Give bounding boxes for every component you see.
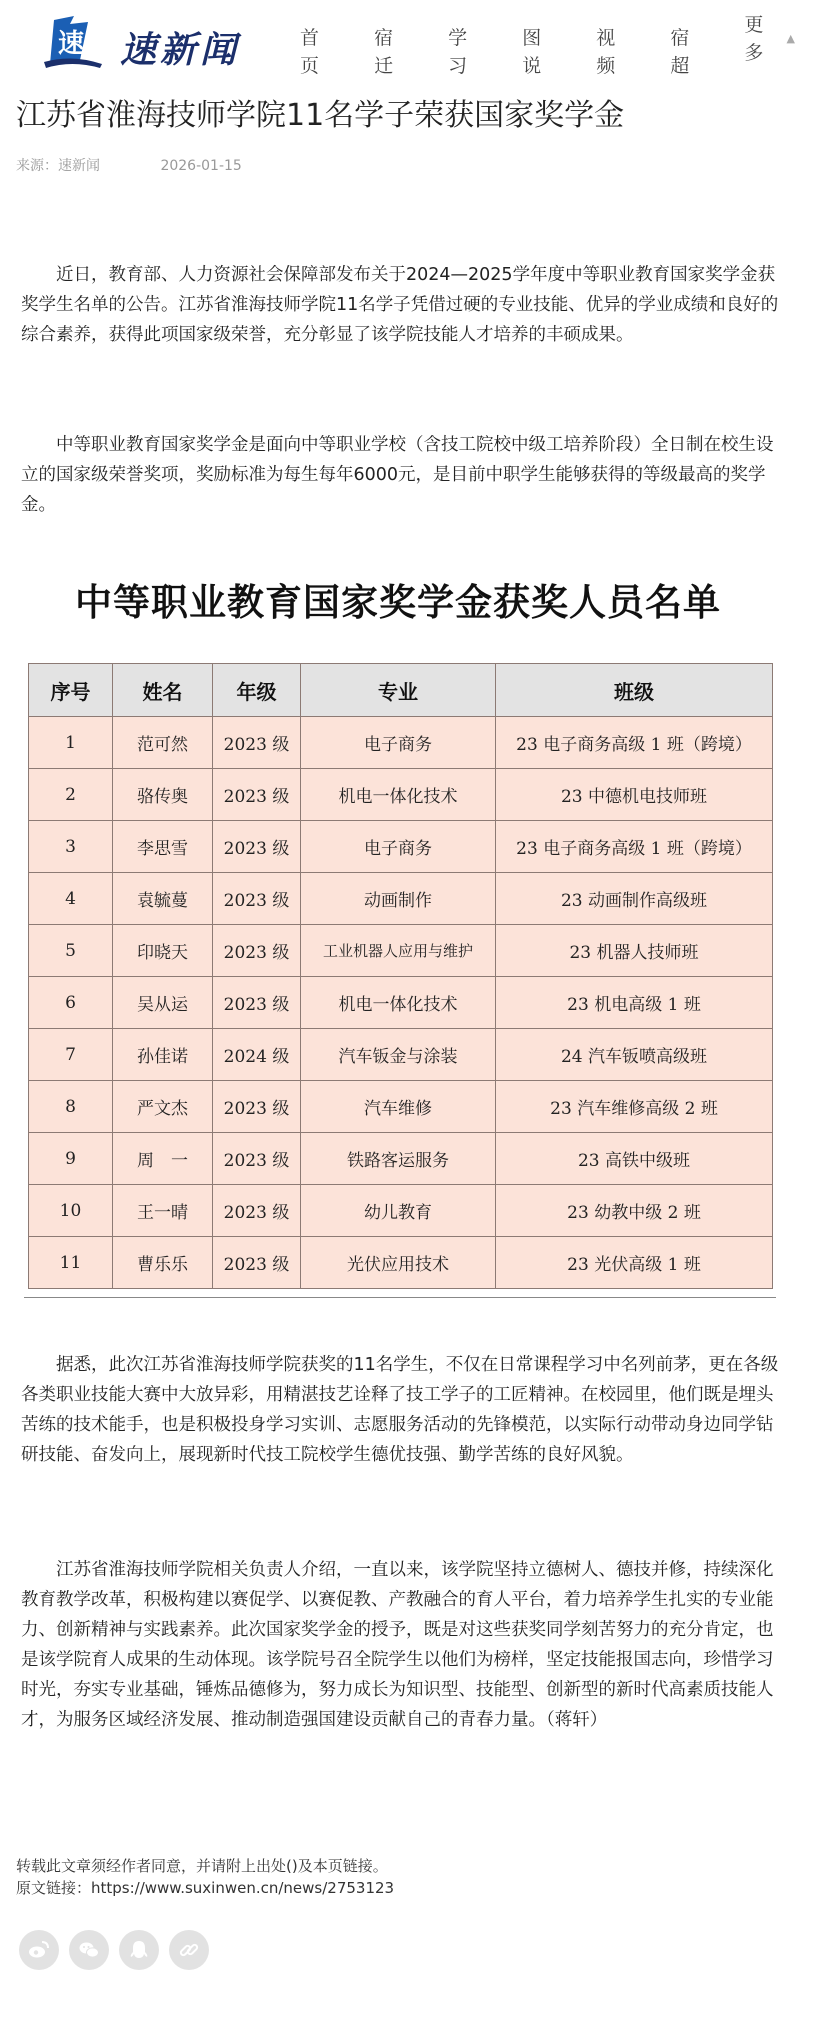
- table-cell: 汽车钣金与涂装: [301, 1029, 496, 1081]
- logo-text: 速新闻: [120, 29, 241, 71]
- table-cell: 2023 级: [213, 769, 301, 821]
- table-cell: 23 光伏高级 1 班: [496, 1237, 773, 1289]
- table-cell: 11: [29, 1237, 113, 1289]
- weibo-icon: [27, 1938, 51, 1962]
- table-cell: 23 机器人技师班: [496, 925, 773, 977]
- table-row: [29, 769, 773, 821]
- table-cell: 光伏应用技术: [301, 1237, 496, 1289]
- article-paragraph: 据悉，此次江苏省淮海技师学院获奖的11名学生，不仅在日常课程学习中名列前茅，更在各级各类职业技能大赛中大放异彩，用精湛技艺诠释了技工学子的工匠精神。在校园里，他们既是埋头苦练的技术能手，也是积极投身学习实训、志愿服务活动的先锋模范，以实际行动带动身边同学钻研技能、奋发向上，展现新时代技工院校学生德优技强、勤学苦练的良好风貌。: [21, 1355, 779, 1465]
- share-bar: [19, 1930, 219, 1970]
- qq-icon: [127, 1938, 151, 1962]
- svg-text:速: 速: [58, 29, 85, 59]
- table-cell: 电子商务: [301, 717, 496, 769]
- table-cell: 工业机器人应用与维护: [301, 925, 496, 977]
- nav-item-photos[interactable]: 图说: [522, 27, 542, 77]
- table-cell: 周 一: [113, 1133, 213, 1185]
- table-cell: 2023 级: [213, 1081, 301, 1133]
- table-cell: 8: [29, 1081, 113, 1133]
- nav-item-suqian[interactable]: 宿迁: [374, 27, 394, 77]
- table-cell: 2023 级: [213, 1133, 301, 1185]
- table-cell: 孙佳诺: [113, 1029, 213, 1081]
- table-cell: 7: [29, 1029, 113, 1081]
- table-cell: 机电一体化技术: [301, 769, 496, 821]
- main-nav: [300, 14, 835, 77]
- table-cell: 2023 级: [213, 1237, 301, 1289]
- table-cell: 李思雪: [113, 821, 213, 873]
- table-cell: 2023 级: [213, 977, 301, 1029]
- table-cell: 骆传奥: [113, 769, 213, 821]
- table-cell: 23 汽车维修高级 2 班: [496, 1081, 773, 1133]
- article-paragraph: 中等职业教育国家奖学金是面向中等职业学校（含技工院校中级工培养阶段）全日制在校生设立的国家级荣誉奖项，奖励标准为每生每年6000元，是目前中职学生能够获得的等级最高的奖学金。: [21, 435, 774, 515]
- table-cell: 2023 级: [213, 1185, 301, 1237]
- share-weibo-button[interactable]: [19, 1930, 59, 1970]
- table-cell: 吴从运: [113, 977, 213, 1029]
- table-row: [29, 873, 773, 925]
- table-row: [29, 821, 773, 873]
- table-cell: 动画制作: [301, 873, 496, 925]
- table-cell: 9: [29, 1133, 113, 1185]
- table-cell: 铁路客运服务: [301, 1133, 496, 1185]
- table-cell: 电子商务: [301, 821, 496, 873]
- nav-item-suchao[interactable]: 宿超: [670, 27, 690, 77]
- table-cell: 6: [29, 977, 113, 1029]
- table-cell: 王一晴: [113, 1185, 213, 1237]
- table-cell: 3: [29, 821, 113, 873]
- table-header-cell: 姓名: [113, 664, 213, 717]
- table-header-cell: 年级: [213, 664, 301, 717]
- table-cell: 23 幼教中级 2 班: [496, 1185, 773, 1237]
- nav-item-video[interactable]: 视频: [596, 27, 616, 77]
- table-row: [29, 717, 773, 769]
- table-row: [29, 1237, 773, 1289]
- site-header: [0, 0, 835, 78]
- table-cell: 印晓天: [113, 925, 213, 977]
- article-date: 2026-01-15: [160, 158, 242, 174]
- table-cell: 23 电子商务高级 1 班（跨境）: [496, 821, 773, 873]
- table-cell: 2023 级: [213, 873, 301, 925]
- table-cell: 幼儿教育: [301, 1185, 496, 1237]
- table-row: [29, 1185, 773, 1237]
- table-cell: 范可然: [113, 717, 213, 769]
- table-cell: 23 动画制作高级班: [496, 873, 773, 925]
- table-cell: 23 电子商务高级 1 班（跨境）: [496, 717, 773, 769]
- table-header-cell: 专业: [301, 664, 496, 717]
- logo-mark-icon: [40, 14, 104, 70]
- link-icon: [177, 1938, 201, 1962]
- table-cell: 汽车维修: [301, 1081, 496, 1133]
- table-cell: 机电一体化技术: [301, 977, 496, 1029]
- site-logo[interactable]: [40, 12, 250, 72]
- nav-item-home[interactable]: 首页: [300, 27, 320, 77]
- table-cell: 10: [29, 1185, 113, 1237]
- table-title: 中等职业教育国家奖学金获奖人员名单: [75, 580, 721, 624]
- table-cell: 2023 级: [213, 925, 301, 977]
- article-paragraph: 近日，教育部、人力资源社会保障部发布关于2024—2025学年度中等职业教育国家奖学金获奖学生名单的公告。江苏省淮海技师学院11名学子凭借过硬的专业技能、优异的学业成绩和良好的综合素养，获得此项国家级荣誉，充分彰显了该学院技能人才培养的丰硕成果。: [21, 265, 779, 345]
- table-cell: 23 高铁中级班: [496, 1133, 773, 1185]
- share-qq-button[interactable]: [119, 1930, 159, 1970]
- table-cell: 23 机电高级 1 班: [496, 977, 773, 1029]
- article-paragraph: 江苏省淮海技师学院相关负责人介绍，一直以来，该学院坚持立德树人、德技并修，持续深化教育教学改革，积极构建以赛促学、以赛促教、产教融合的育人平台，着力培养学生扎实的专业能力、创新精神与实践素养。此次国家奖学金的授予，既是对这些获奖同学刻苦努力的充分肯定，也是该学院育人成果的生动体现。该学院号召全院学生以他们为榜样，坚定技能报国志向，珍惜学习时光，夯实专业基础，锤炼品德修为，努力成长为知识型、技能型、创新型的新时代高素质技能人才，为服务区域经济发展、推动制造强国建设贡献自己的青春力量。（蒋轩）: [21, 1560, 774, 1730]
- table-row: [29, 1029, 773, 1081]
- repost-notice-text: 转载此文章须经作者同意，并请附上出处()及本页链接。: [16, 1857, 388, 1875]
- table-cell: 23 中德机电技师班: [496, 769, 773, 821]
- table-cell: 24 汽车钣喷高级班: [496, 1029, 773, 1081]
- nav-item-study[interactable]: 学习: [448, 27, 468, 77]
- table-cell: 2023 级: [213, 821, 301, 873]
- table-cell: 2024 级: [213, 1029, 301, 1081]
- table-cell: 曹乐乐: [113, 1237, 213, 1289]
- repost-notice: [16, 1855, 394, 1899]
- article-meta: [16, 155, 242, 175]
- article-title: 江苏省淮海技师学院11名学子荣获国家奖学金: [16, 98, 625, 133]
- wechat-icon: [77, 1938, 101, 1962]
- nav-more-label: 更多: [744, 14, 764, 64]
- table-cell: 严文杰: [113, 1081, 213, 1133]
- table-row: [29, 1081, 773, 1133]
- caret-up-icon: ▲: [786, 32, 795, 45]
- table-cell: 袁毓蔓: [113, 873, 213, 925]
- table-cell: 1: [29, 717, 113, 769]
- source-link[interactable]: 原文链接：https://www.suxinwen.cn/news/2753123: [16, 1879, 395, 1897]
- table-header-cell: 序号: [29, 664, 113, 717]
- share-link-button[interactable]: [169, 1930, 209, 1970]
- table-row: [29, 1133, 773, 1185]
- table-cell: 5: [29, 925, 113, 977]
- table-header-cell: 班级: [496, 664, 773, 717]
- table-row: [29, 977, 773, 1029]
- table-cell: 2: [29, 769, 113, 821]
- table-cell: 4: [29, 873, 113, 925]
- divider: [24, 1297, 776, 1298]
- table-header-row: [29, 664, 773, 717]
- share-wechat-button[interactable]: [69, 1930, 109, 1970]
- article-source: 来源：速新闻: [16, 158, 100, 174]
- nav-more-button[interactable]: [744, 14, 795, 64]
- table-cell: 2023 级: [213, 717, 301, 769]
- table-row: [29, 925, 773, 977]
- award-table: [28, 663, 773, 1289]
